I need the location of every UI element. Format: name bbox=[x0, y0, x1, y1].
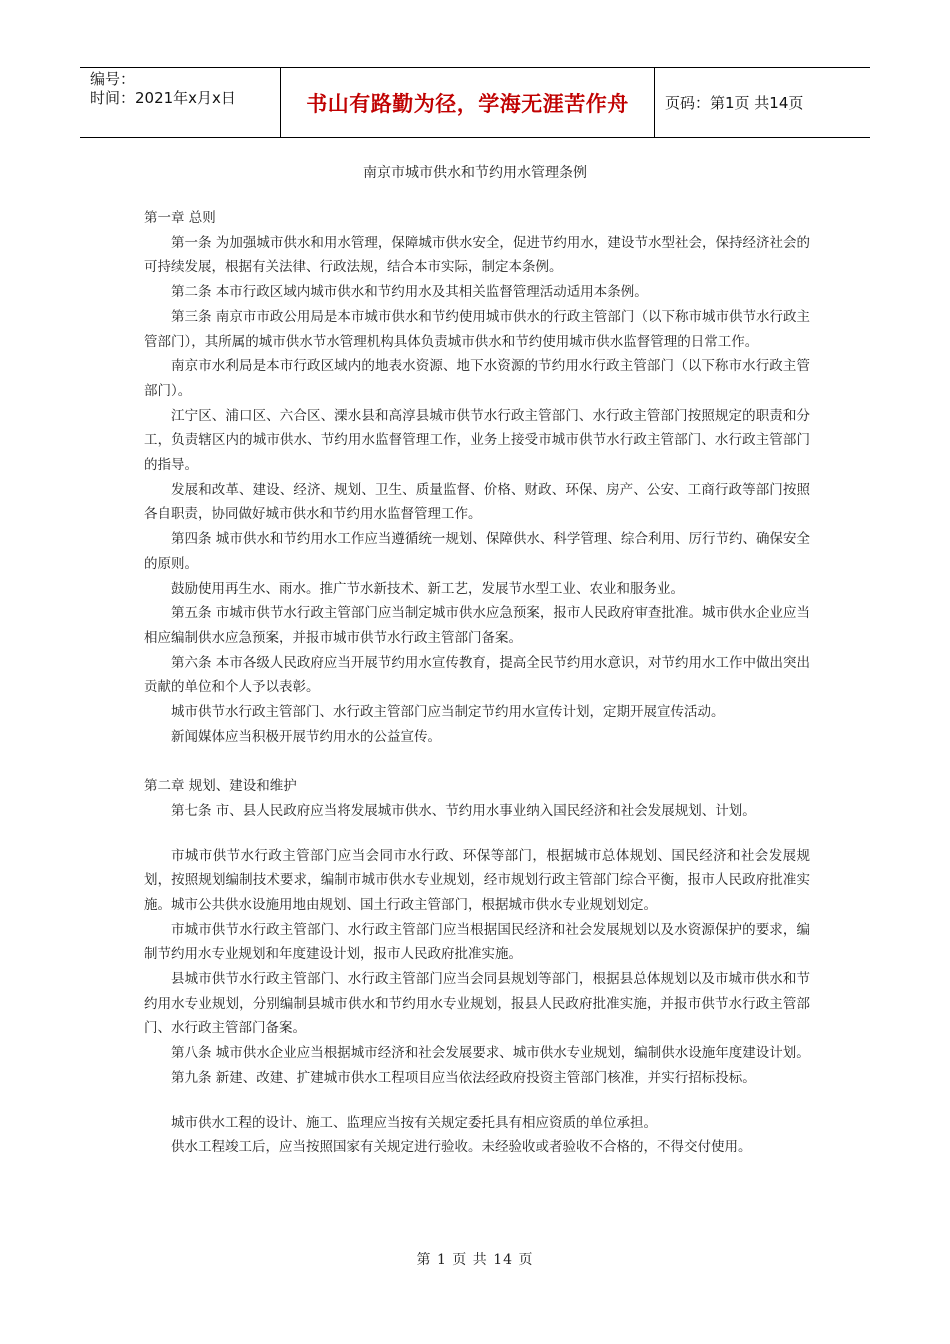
motto-text: 书山有路勤为径，学海无涯苦作舟 bbox=[306, 91, 629, 116]
document-body bbox=[144, 206, 810, 1160]
paragraph: 江宁区、浦口区、六合区、溧水县和高淳县城市供节水行政主管部门、水行政主管部门按照规定的职责和分工，负责辖区内的城市供水、节约用水监督管理工作，业务上接受市城市供节水行政主管部门、水行政主管部门的指导。 bbox=[144, 407, 810, 474]
code-label: 编号： bbox=[90, 70, 136, 88]
paragraph: 城市供节水行政主管部门、水行政主管部门应当制定节约用水宣传计划，定期开展宣传活动。 bbox=[171, 704, 725, 721]
page-info-text: 页码：第1页 共14页 bbox=[665, 94, 804, 112]
date-label: 时间：2021年x月x日 bbox=[90, 89, 236, 107]
chapter-heading: 第一章 总则 bbox=[144, 210, 216, 226]
paragraph: 鼓励使用再生水、雨水。推广节水新技术、新工艺，发展节水型工业、农业和服务业。 bbox=[171, 580, 684, 597]
paragraph: 供水工程竣工后，应当按照国家有关规定进行验收。未经验收或者验收不合格的，不得交付使用。 bbox=[171, 1139, 752, 1156]
paragraph: 新闻媒体应当积极开展节约用水的公益宣传。 bbox=[171, 728, 441, 745]
paragraph: 第二条 本市行政区域内城市供水和节约用水及其相关监督管理活动适用本条例。 bbox=[171, 284, 648, 301]
paragraph: 第一条 为加强城市供水和用水管理，保障城市供水安全，促进节约用水，建设节水型社会，保持经济社会的可持续发展，根据有关法律、行政法规，结合本市实际，制定本条例。 bbox=[144, 234, 810, 276]
paragraph: 第五条 市城市供节水行政主管部门应当制定城市供水应急预案，报市人民政府审查批准。城市供水企业应当相应编制供水应急预案，并报市城市供节水行政主管部门备案。 bbox=[144, 605, 810, 646]
header-motto-cell bbox=[280, 68, 655, 137]
paragraph: 第七条 市、县人民政府应当将发展城市供水、节约用水事业纳入国民经济和社会发展规划、计划。 bbox=[171, 802, 756, 819]
page-header bbox=[80, 67, 870, 138]
spacer bbox=[144, 1091, 810, 1111]
spacer bbox=[144, 749, 810, 774]
paragraph: 第三条 南京市市政公用局是本市城市供水和节约使用城市供水的行政主管部门（以下称市城市供节水行政主管部门），其所属的城市供水节水管理机构具体负责城市供水和节约使用城市供水监督管理的日常工作。 bbox=[144, 308, 810, 350]
spacer bbox=[144, 824, 810, 844]
paragraph: 第六条 本市各级人民政府应当开展节约用水宣传教育，提高全民节约用水意识，对节约用水工作中做出突出贡献的单位和个人予以表彰。 bbox=[144, 654, 810, 696]
paragraph: 第八条 城市供水企业应当根据城市经济和社会发展要求、城市供水专业规划，编制供水设施年度建设计划。 bbox=[171, 1045, 810, 1062]
paragraph: 南京市水利局是本市行政区域内的地表水资源、地下水资源的节约用水行政主管部门（以下称市水行政主管部门）。 bbox=[144, 358, 810, 399]
paragraph: 第九条 新建、改建、扩建城市供水工程项目应当依法经政府投资主管部门核准，并实行招标投标。 bbox=[171, 1069, 756, 1086]
header-page-info bbox=[655, 68, 870, 137]
paragraph: 市城市供节水行政主管部门应当会同市水行政、环保等部门，根据城市总体规划、国民经济和社会发展规划，按照规划编制技术要求，编制市城市供水专业规划，经市规划行政主管部门综合平衡，报市人民政府批准实施。城市公共供水设施用地由规划、国土行政主管部门，根据城市供水专业规划划定。 bbox=[144, 847, 810, 913]
paragraph: 发展和改革、建设、经济、规划、卫生、质量监督、价格、财政、环保、房产、公安、工商行政等部门按照各自职责，协同做好城市供水和节约用水监督管理工作。 bbox=[144, 481, 810, 523]
page-footer: 第 1 页 共 14 页 bbox=[416, 1252, 534, 1268]
chapter-heading: 第二章 规划、建设和维护 bbox=[144, 778, 297, 795]
header-meta bbox=[80, 68, 280, 137]
paragraph: 城市供水工程的设计、施工、监理应当按有关规定委托具有相应资质的单位承担。 bbox=[171, 1114, 657, 1131]
paragraph: 县城市供节水行政主管部门、水行政主管部门应当会同县规划等部门，根据县总体规划以及市城市供水和节约用水专业规划，分别编制县城市供水和节约用水专业规划，报县人民政府批准实施，并报市供节水行政主管部门、水行政主管部门备案。 bbox=[144, 971, 810, 1037]
document-title: 南京市城市供水和节约用水管理条例 bbox=[363, 165, 587, 181]
paragraph: 第四条 城市供水和节约用水工作应当遵循统一规划、保障供水、科学管理、综合利用、厉行节约、确保安全的原则。 bbox=[144, 531, 810, 572]
paragraph: 市城市供节水行政主管部门、水行政主管部门应当根据国民经济和社会发展规划以及水资源保护的要求，编制节约用水专业规划和年度建设计划，报市人民政府批准实施。 bbox=[144, 921, 810, 963]
